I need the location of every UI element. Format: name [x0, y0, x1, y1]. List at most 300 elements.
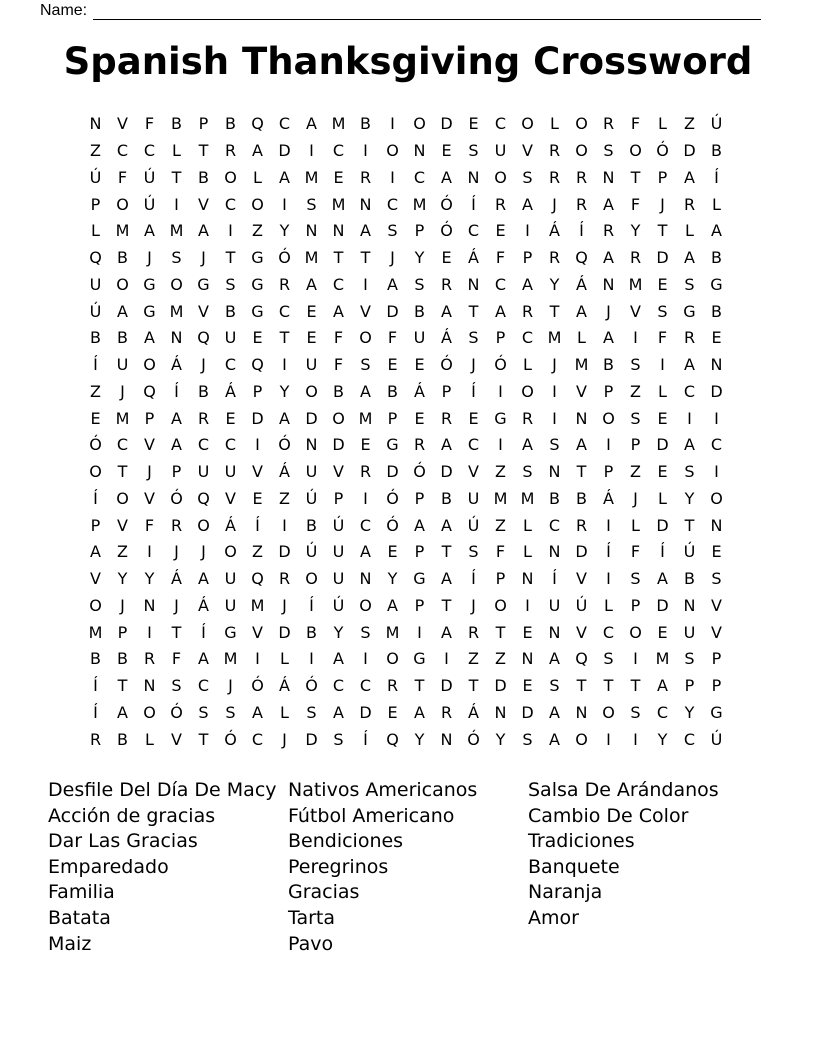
- grid-letter: D: [656, 515, 669, 535]
- grid-letter: P: [171, 462, 182, 482]
- grid-letter: A: [387, 595, 398, 615]
- grid-letter: S: [522, 729, 533, 749]
- grid-letter: U: [224, 462, 237, 482]
- grid-letter: N: [143, 676, 156, 696]
- grid-letter: F: [630, 114, 641, 134]
- grid-letter: P: [90, 194, 101, 214]
- grid-letter: C: [494, 114, 507, 134]
- grid-letter: T: [495, 622, 506, 642]
- grid-letter: B: [711, 301, 722, 321]
- grid-letter: E: [225, 408, 236, 428]
- grid-letter: B: [684, 569, 695, 589]
- grid-letter: I: [228, 221, 233, 241]
- grid-letter: M: [169, 221, 184, 241]
- grid-letter: D: [656, 248, 669, 268]
- grid-letter: L: [523, 542, 532, 562]
- grid-letter: B: [711, 248, 722, 268]
- grid-letter: J: [228, 676, 233, 696]
- word-list-item: Amor: [528, 906, 579, 929]
- grid-letter: C: [548, 515, 561, 535]
- grid-letter: Z: [90, 141, 101, 161]
- grid-letter: Y: [549, 274, 560, 294]
- grid-letter: Ú: [332, 595, 345, 615]
- grid-letter: N: [413, 141, 426, 161]
- grid-letter: M: [412, 194, 427, 214]
- grid-letter: R: [683, 328, 696, 348]
- grid-letter: Y: [144, 569, 155, 589]
- grid-letter: Á: [549, 221, 560, 241]
- grid-letter: E: [360, 435, 371, 455]
- grid-letter: R: [548, 248, 561, 268]
- grid-letter: T: [441, 595, 452, 615]
- grid-letter: D: [359, 702, 372, 722]
- word-list-item: Salsa De Arándanos: [528, 779, 719, 801]
- grid-letter: M: [358, 408, 373, 428]
- grid-letter: N: [548, 542, 561, 562]
- grid-letter: Í: [309, 595, 314, 615]
- grid-letter: B: [414, 301, 425, 321]
- grid-letter: I: [363, 649, 368, 669]
- grid-letter: I: [525, 221, 530, 241]
- grid-letter: S: [171, 248, 182, 268]
- grid-letter: Z: [90, 381, 101, 401]
- grid-letter: I: [417, 622, 422, 642]
- grid-letter: A: [171, 408, 182, 428]
- grid-letter: A: [252, 702, 263, 722]
- grid-letter: D: [710, 381, 723, 401]
- grid-letter: T: [414, 676, 425, 696]
- word-search-grid: [82, 111, 730, 753]
- grid-letter: Í: [201, 622, 206, 642]
- name-label: Name:: [40, 2, 88, 19]
- grid-letter: P: [414, 488, 425, 508]
- grid-letter: Ú: [143, 167, 156, 187]
- grid-letter: V: [144, 488, 155, 508]
- grid-letter: B: [387, 381, 398, 401]
- grid-letter: B: [117, 248, 128, 268]
- grid-letter: Z: [117, 542, 128, 562]
- grid-letter: R: [575, 515, 588, 535]
- grid-letter: R: [278, 274, 291, 294]
- grid-letter: I: [444, 649, 449, 669]
- grid-letter: F: [171, 649, 182, 669]
- grid-letter: C: [197, 676, 210, 696]
- grid-letter: I: [174, 194, 179, 214]
- grid-letter: Q: [251, 569, 264, 589]
- grid-letter: P: [144, 408, 155, 428]
- name-row: [40, 2, 776, 20]
- grid-letter: I: [390, 114, 395, 134]
- grid-letter: Y: [279, 221, 290, 241]
- grid-letter: Ú: [575, 595, 588, 615]
- grid-letter: L: [280, 649, 289, 669]
- grid-letter: R: [197, 408, 210, 428]
- grid-letter: E: [306, 328, 317, 348]
- grid-letter: Z: [468, 649, 479, 669]
- grid-letter: Ó: [278, 248, 291, 268]
- grid-letter: N: [548, 462, 561, 482]
- grid-letter: O: [359, 595, 372, 615]
- grid-letter: M: [250, 595, 265, 615]
- grid-letter: Z: [495, 462, 506, 482]
- grid-letter: A: [360, 542, 371, 562]
- grid-letter: U: [413, 328, 426, 348]
- word-list-column: [48, 778, 288, 957]
- grid-letter: U: [305, 355, 318, 375]
- grid-letter: A: [603, 328, 614, 348]
- grid-letter: I: [309, 649, 314, 669]
- grid-letter: M: [304, 167, 319, 187]
- grid-letter: C: [332, 141, 345, 161]
- grid-letter: A: [684, 167, 695, 187]
- grid-letter: R: [521, 301, 534, 321]
- grid-letter: J: [201, 542, 206, 562]
- grid-letter: O: [386, 141, 399, 161]
- grid-letter: R: [602, 221, 615, 241]
- grid-letter: L: [253, 167, 262, 187]
- grid-letter: A: [144, 328, 155, 348]
- grid-letter: F: [144, 515, 155, 535]
- grid-letter: G: [413, 569, 426, 589]
- grid-letter: E: [90, 408, 101, 428]
- grid-letter: G: [251, 248, 264, 268]
- grid-letter: T: [198, 141, 209, 161]
- grid-letter: V: [630, 301, 641, 321]
- grid-letter: S: [603, 649, 614, 669]
- grid-letter: A: [117, 702, 128, 722]
- grid-letter: A: [279, 167, 290, 187]
- grid-letter: I: [552, 381, 557, 401]
- grid-letter: S: [333, 729, 344, 749]
- grid-letter: S: [684, 462, 695, 482]
- grid-letter: I: [363, 488, 368, 508]
- grid-letter: O: [521, 114, 534, 134]
- grid-letter: D: [683, 141, 696, 161]
- grid-letter: P: [333, 488, 344, 508]
- grid-letter: R: [494, 194, 507, 214]
- grid-letter: C: [683, 381, 696, 401]
- grid-letter: O: [413, 114, 426, 134]
- grid-letter: C: [224, 355, 237, 375]
- grid-letter: U: [467, 488, 480, 508]
- grid-letter: C: [683, 729, 696, 749]
- grid-letter: V: [711, 595, 722, 615]
- grid-letter: E: [252, 328, 263, 348]
- grid-letter: E: [306, 301, 317, 321]
- grid-letter: F: [333, 328, 344, 348]
- grid-letter: J: [471, 595, 476, 615]
- grid-letter: C: [116, 141, 129, 161]
- grid-letter: B: [90, 328, 101, 348]
- grid-letter: F: [387, 328, 398, 348]
- grid-letter: N: [710, 515, 723, 535]
- grid-letter: Á: [198, 595, 209, 615]
- word-list-item: Naranja: [528, 881, 603, 904]
- grid-letter: A: [684, 355, 695, 375]
- grid-letter: Z: [252, 221, 263, 241]
- grid-letter: S: [630, 408, 641, 428]
- grid-letter: I: [255, 435, 260, 455]
- grid-letter: C: [602, 622, 615, 642]
- grid-letter: Ó: [413, 462, 426, 482]
- grid-letter: G: [386, 435, 399, 455]
- grid-letter: Á: [414, 381, 425, 401]
- word-list-item: Maiz: [48, 932, 92, 955]
- grid-letter: O: [629, 141, 642, 161]
- grid-letter: T: [117, 676, 128, 696]
- grid-letter: O: [602, 702, 615, 722]
- grid-letter: N: [521, 649, 534, 669]
- grid-letter: S: [603, 141, 614, 161]
- grid-letter: L: [280, 702, 289, 722]
- grid-letter: C: [656, 702, 669, 722]
- grid-letter: V: [117, 515, 128, 535]
- grid-letter: A: [576, 435, 587, 455]
- grid-letter: A: [441, 622, 452, 642]
- grid-letter: M: [304, 248, 319, 268]
- grid-letter: S: [549, 676, 560, 696]
- grid-letter: Í: [471, 194, 476, 214]
- grid-letter: Á: [468, 702, 479, 722]
- grid-letter: Y: [630, 221, 641, 241]
- grid-letter: M: [169, 301, 184, 321]
- word-list-item: Tarta: [288, 906, 336, 929]
- grid-letter: V: [360, 301, 371, 321]
- grid-letter: E: [657, 622, 668, 642]
- grid-letter: O: [116, 194, 129, 214]
- grid-letter: A: [306, 114, 317, 134]
- grid-letter: T: [576, 462, 587, 482]
- grid-letter: M: [385, 622, 400, 642]
- grid-letter: S: [630, 702, 641, 722]
- grid-letter: S: [414, 274, 425, 294]
- grid-letter: E: [657, 408, 668, 428]
- grid-letter: M: [115, 221, 130, 241]
- grid-letter: V: [576, 569, 587, 589]
- grid-letter: O: [197, 515, 210, 535]
- grid-letter: A: [279, 408, 290, 428]
- grid-letter: I: [552, 408, 557, 428]
- grid-letter: M: [547, 328, 562, 348]
- grid-letter: T: [603, 676, 614, 696]
- grid-letter: I: [606, 515, 611, 535]
- grid-letter: I: [498, 381, 503, 401]
- grid-letter: S: [522, 462, 533, 482]
- grid-letter: C: [251, 729, 264, 749]
- word-list-item: Gracias: [288, 881, 360, 904]
- grid-letter: T: [468, 301, 479, 321]
- grid-letter: N: [575, 702, 588, 722]
- grid-letter: Z: [495, 649, 506, 669]
- grid-letter: Í: [93, 355, 98, 375]
- word-list-item: Nativos Americanos: [288, 779, 478, 801]
- grid-letter: Z: [252, 542, 263, 562]
- grid-letter: O: [143, 702, 156, 722]
- grid-letter: A: [684, 435, 695, 455]
- grid-letter: A: [657, 676, 668, 696]
- grid-letter: O: [251, 194, 264, 214]
- grid-letter: J: [660, 194, 665, 214]
- grid-letter: Ú: [683, 542, 696, 562]
- grid-letter: R: [575, 194, 588, 214]
- grid-letter: S: [468, 542, 479, 562]
- grid-letter: N: [602, 167, 615, 187]
- grid-letter: E: [333, 167, 344, 187]
- grid-letter: E: [441, 141, 452, 161]
- grid-letter: Z: [630, 381, 641, 401]
- grid-letter: Y: [333, 622, 344, 642]
- grid-letter: I: [525, 595, 530, 615]
- grid-letter: Í: [552, 569, 557, 589]
- grid-letter: V: [117, 114, 128, 134]
- grid-letter: A: [387, 274, 398, 294]
- grid-letter: S: [711, 569, 722, 589]
- grid-letter: Ú: [143, 194, 156, 214]
- grid-letter: O: [170, 274, 183, 294]
- grid-letter: S: [306, 194, 317, 214]
- grid-letter: J: [633, 488, 638, 508]
- grid-letter: L: [550, 114, 559, 134]
- word-list-item: Banquete: [528, 855, 620, 878]
- grid-letter: L: [658, 381, 667, 401]
- grid-letter: B: [225, 301, 236, 321]
- grid-letter: L: [91, 221, 100, 241]
- grid-letter: B: [333, 381, 344, 401]
- grid-letter: N: [359, 194, 372, 214]
- grid-letter: Ú: [710, 729, 723, 749]
- grid-letter: I: [390, 167, 395, 187]
- grid-letter: U: [683, 622, 696, 642]
- grid-letter: A: [549, 729, 560, 749]
- grid-letter: S: [468, 328, 479, 348]
- grid-letter: A: [522, 194, 533, 214]
- grid-letter: M: [115, 408, 130, 428]
- grid-letter: G: [251, 301, 264, 321]
- grid-letter: I: [714, 462, 719, 482]
- grid-letter: Ú: [305, 542, 318, 562]
- grid-letter: T: [171, 622, 182, 642]
- grid-letter: B: [576, 488, 587, 508]
- grid-letter: Y: [684, 702, 695, 722]
- grid-letter: R: [359, 462, 372, 482]
- grid-letter: M: [655, 649, 670, 669]
- grid-letter: O: [89, 595, 102, 615]
- grid-letter: B: [549, 488, 560, 508]
- grid-letter: Q: [197, 488, 210, 508]
- grid-letter: N: [170, 328, 183, 348]
- grid-letter: T: [279, 328, 290, 348]
- grid-letter: Í: [471, 381, 476, 401]
- grid-letter: Á: [279, 462, 290, 482]
- grid-letter: Í: [93, 702, 98, 722]
- grid-letter: Í: [660, 542, 665, 562]
- grid-letter: Í: [255, 515, 260, 535]
- word-list-item: Pavo: [288, 932, 334, 955]
- grid-letter: M: [88, 622, 103, 642]
- grid-letter: P: [495, 569, 506, 589]
- grid-letter: Ú: [467, 515, 480, 535]
- grid-letter: Y: [495, 729, 506, 749]
- word-list-column: [528, 778, 768, 957]
- grid-letter: T: [657, 221, 668, 241]
- grid-letter: Ó: [440, 355, 453, 375]
- grid-letter: A: [414, 515, 425, 535]
- word-list-column: [288, 778, 528, 957]
- grid-letter: Y: [387, 569, 398, 589]
- grid-letter: J: [390, 248, 395, 268]
- grid-letter: A: [576, 301, 587, 321]
- grid-letter: N: [467, 167, 480, 187]
- grid-letter: G: [251, 274, 264, 294]
- grid-letter: U: [116, 355, 129, 375]
- grid-letter: C: [359, 515, 372, 535]
- grid-letter: U: [197, 462, 210, 482]
- grid-letter: T: [117, 462, 128, 482]
- grid-letter: U: [494, 141, 507, 161]
- grid-letter: O: [629, 622, 642, 642]
- grid-letter: V: [90, 569, 101, 589]
- grid-letter: A: [549, 649, 560, 669]
- grid-letter: A: [333, 301, 344, 321]
- grid-letter: C: [710, 435, 723, 455]
- grid-letter: C: [224, 435, 237, 455]
- grid-letter: E: [711, 328, 722, 348]
- grid-letter: G: [683, 301, 696, 321]
- grid-letter: I: [714, 408, 719, 428]
- grid-letter: A: [441, 435, 452, 455]
- word-list-item: Dar Las Gracias: [48, 830, 198, 853]
- grid-letter: C: [494, 274, 507, 294]
- grid-letter: Ú: [89, 167, 102, 187]
- grid-letter: D: [278, 542, 291, 562]
- grid-letter: R: [440, 408, 453, 428]
- grid-letter: Ó: [440, 221, 453, 241]
- grid-letter: Z: [279, 488, 290, 508]
- grid-letter: Ó: [251, 676, 264, 696]
- grid-letter: N: [89, 114, 102, 134]
- grid-letter: M: [331, 194, 346, 214]
- word-list-item: Bendiciones: [288, 830, 404, 853]
- grid-letter: R: [440, 702, 453, 722]
- grid-letter: S: [198, 702, 209, 722]
- grid-letter: P: [117, 622, 128, 642]
- grid-letter: E: [414, 408, 425, 428]
- grid-letter: Í: [93, 676, 98, 696]
- grid-letter: O: [521, 381, 534, 401]
- grid-letter: Í: [93, 488, 98, 508]
- grid-letter: J: [147, 248, 152, 268]
- grid-letter: D: [386, 462, 399, 482]
- grid-letter: D: [305, 408, 318, 428]
- word-list-item: Tradiciones: [528, 830, 635, 853]
- grid-letter: S: [630, 569, 641, 589]
- grid-letter: R: [521, 408, 534, 428]
- grid-letter: S: [684, 649, 695, 669]
- grid-letter: N: [575, 408, 588, 428]
- grid-letter: L: [712, 194, 721, 214]
- grid-letter: B: [198, 381, 209, 401]
- grid-letter: O: [224, 542, 237, 562]
- grid-letter: D: [575, 542, 588, 562]
- grid-letter: E: [657, 274, 668, 294]
- grid-letter: V: [171, 729, 182, 749]
- grid-letter: J: [201, 248, 206, 268]
- grid-letter: Y: [684, 488, 695, 508]
- grid-letter: B: [306, 515, 317, 535]
- grid-letter: J: [282, 729, 287, 749]
- grid-letter: A: [441, 301, 452, 321]
- grid-letter: P: [387, 408, 398, 428]
